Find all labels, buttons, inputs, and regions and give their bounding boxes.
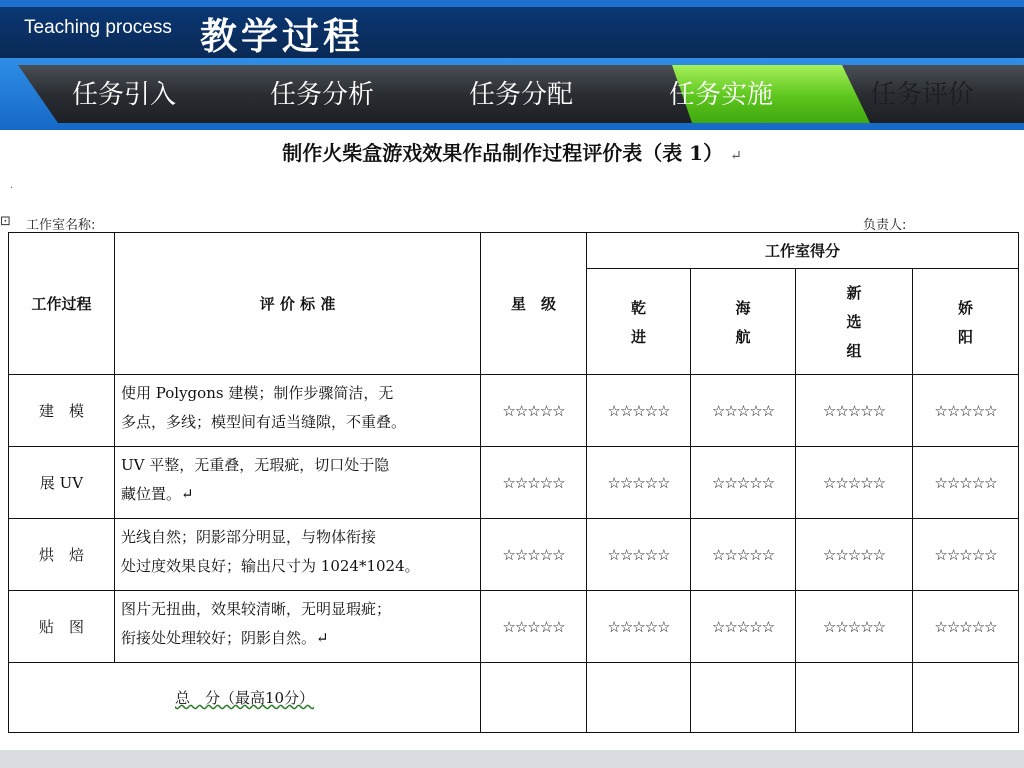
document-sheet bbox=[0, 130, 1024, 750]
evaluation-table bbox=[8, 232, 1019, 733]
header-title-en: Teaching process bbox=[24, 17, 172, 38]
table-row bbox=[9, 591, 1019, 663]
process-cell: 贴 图 bbox=[9, 591, 115, 663]
star-rating: ☆☆☆☆☆ bbox=[796, 591, 913, 663]
header-level: 星 级 bbox=[481, 233, 587, 375]
criteria-cell bbox=[115, 447, 481, 519]
star-rating: ☆☆☆☆☆ bbox=[691, 447, 796, 519]
criteria-line: 衔接处处理较好；阴影自然。↵ bbox=[121, 629, 329, 647]
header-team-xinxuanzu bbox=[796, 269, 913, 375]
star-rating: ☆☆☆☆☆ bbox=[587, 447, 691, 519]
header-title-cn: 教学过程 bbox=[200, 14, 364, 58]
total-score-text: 总 分（最高10分） bbox=[174, 689, 315, 707]
star-rating: ☆☆☆☆☆ bbox=[913, 519, 1019, 591]
criteria-cell bbox=[115, 375, 481, 447]
header-process: 工作过程 bbox=[9, 233, 115, 375]
total-row bbox=[9, 663, 1019, 733]
team-name-char: 乾 bbox=[630, 298, 646, 317]
total-score-label bbox=[9, 663, 481, 733]
process-cell: 展 UV bbox=[9, 447, 115, 519]
team-name-char: 海 bbox=[735, 298, 751, 317]
star-rating: ☆☆☆☆☆ bbox=[691, 519, 796, 591]
criteria-cell bbox=[115, 591, 481, 663]
paragraph-mark: . bbox=[10, 180, 14, 191]
tab-task-evaluation[interactable]: 任务评价 bbox=[870, 80, 975, 110]
table-row bbox=[9, 375, 1019, 447]
team-name-char: 新 bbox=[846, 284, 862, 302]
total-score-cell bbox=[913, 663, 1019, 733]
process-cell: 建 模 bbox=[9, 375, 115, 447]
table-row bbox=[9, 447, 1019, 519]
nav-bar bbox=[0, 58, 1024, 130]
paragraph-mark: ↵ bbox=[730, 148, 742, 164]
document-title bbox=[0, 137, 1024, 166]
criteria-line: 图片无扭曲，效果较清晰，无明显瑕疵； bbox=[121, 600, 392, 618]
team-name-char: 选 bbox=[846, 313, 862, 331]
team-name-char: 航 bbox=[735, 327, 751, 346]
star-rating: ☆☆☆☆☆ bbox=[481, 591, 587, 663]
tab-task-implementation[interactable]: 任务实施 bbox=[669, 80, 774, 110]
team-name-char: 娇 bbox=[958, 298, 974, 317]
table-row bbox=[9, 519, 1019, 591]
criteria-line: 使用 Polygons 建模；制作步骤简洁，无 bbox=[121, 384, 394, 402]
star-rating: ☆☆☆☆☆ bbox=[691, 375, 796, 447]
bottom-strip bbox=[0, 750, 1024, 768]
table-anchor-mark: ⊡ bbox=[0, 214, 11, 229]
team-name-char: 进 bbox=[630, 327, 646, 346]
header-accent-line bbox=[0, 0, 1024, 7]
studio-name-label: 工作室名称: bbox=[26, 218, 96, 233]
criteria-line: 光线自然；阴影部分明显，与物体衔接 bbox=[121, 528, 377, 546]
star-rating: ☆☆☆☆☆ bbox=[691, 591, 796, 663]
criteria-line: 处过度效果良好；输出尺寸为 1024*1024。 bbox=[121, 557, 420, 575]
star-rating: ☆☆☆☆☆ bbox=[796, 447, 913, 519]
star-rating: ☆☆☆☆☆ bbox=[913, 591, 1019, 663]
tab-task-intro[interactable]: 任务引入 bbox=[72, 80, 177, 110]
star-rating: ☆☆☆☆☆ bbox=[481, 375, 587, 447]
total-level-cell bbox=[481, 663, 587, 733]
criteria-line: 多点，多线；模型间有适当缝隙，不重叠。 bbox=[121, 413, 407, 431]
header-team-jiaoyang bbox=[913, 269, 1019, 375]
document-title-text: 制作火柴盒游戏效果作品制作过程评价表（表 1） bbox=[282, 141, 724, 165]
header-bar bbox=[0, 0, 1024, 58]
star-rating: ☆☆☆☆☆ bbox=[796, 375, 913, 447]
header-criteria: 评 价 标 准 bbox=[115, 233, 481, 375]
star-rating: ☆☆☆☆☆ bbox=[587, 375, 691, 447]
star-rating: ☆☆☆☆☆ bbox=[913, 447, 1019, 519]
star-rating: ☆☆☆☆☆ bbox=[796, 519, 913, 591]
tab-task-analysis[interactable]: 任务分析 bbox=[270, 80, 375, 110]
nav-area bbox=[0, 58, 1024, 130]
criteria-line: UV 平整，无重叠，无瑕疵，切口处于隐 bbox=[121, 456, 390, 474]
team-name-char: 组 bbox=[846, 342, 862, 360]
total-score-cell bbox=[691, 663, 796, 733]
criteria-line: 藏位置。↵ bbox=[121, 485, 194, 503]
star-rating: ☆☆☆☆☆ bbox=[481, 519, 587, 591]
star-rating: ☆☆☆☆☆ bbox=[587, 519, 691, 591]
star-rating: ☆☆☆☆☆ bbox=[913, 375, 1019, 447]
total-score-cell bbox=[587, 663, 691, 733]
criteria-cell bbox=[115, 519, 481, 591]
header-team-qianjin bbox=[587, 269, 691, 375]
total-score-cell bbox=[796, 663, 913, 733]
process-cell: 烘 焙 bbox=[9, 519, 115, 591]
header-score-group: 工作室得分 bbox=[587, 233, 1019, 269]
team-name-char: 阳 bbox=[958, 327, 974, 346]
tab-task-assignment[interactable]: 任务分配 bbox=[469, 80, 574, 110]
star-rating: ☆☆☆☆☆ bbox=[587, 591, 691, 663]
header-team-haihang bbox=[691, 269, 796, 375]
owner-label: 负责人: bbox=[863, 218, 907, 233]
star-rating: ☆☆☆☆☆ bbox=[481, 447, 587, 519]
